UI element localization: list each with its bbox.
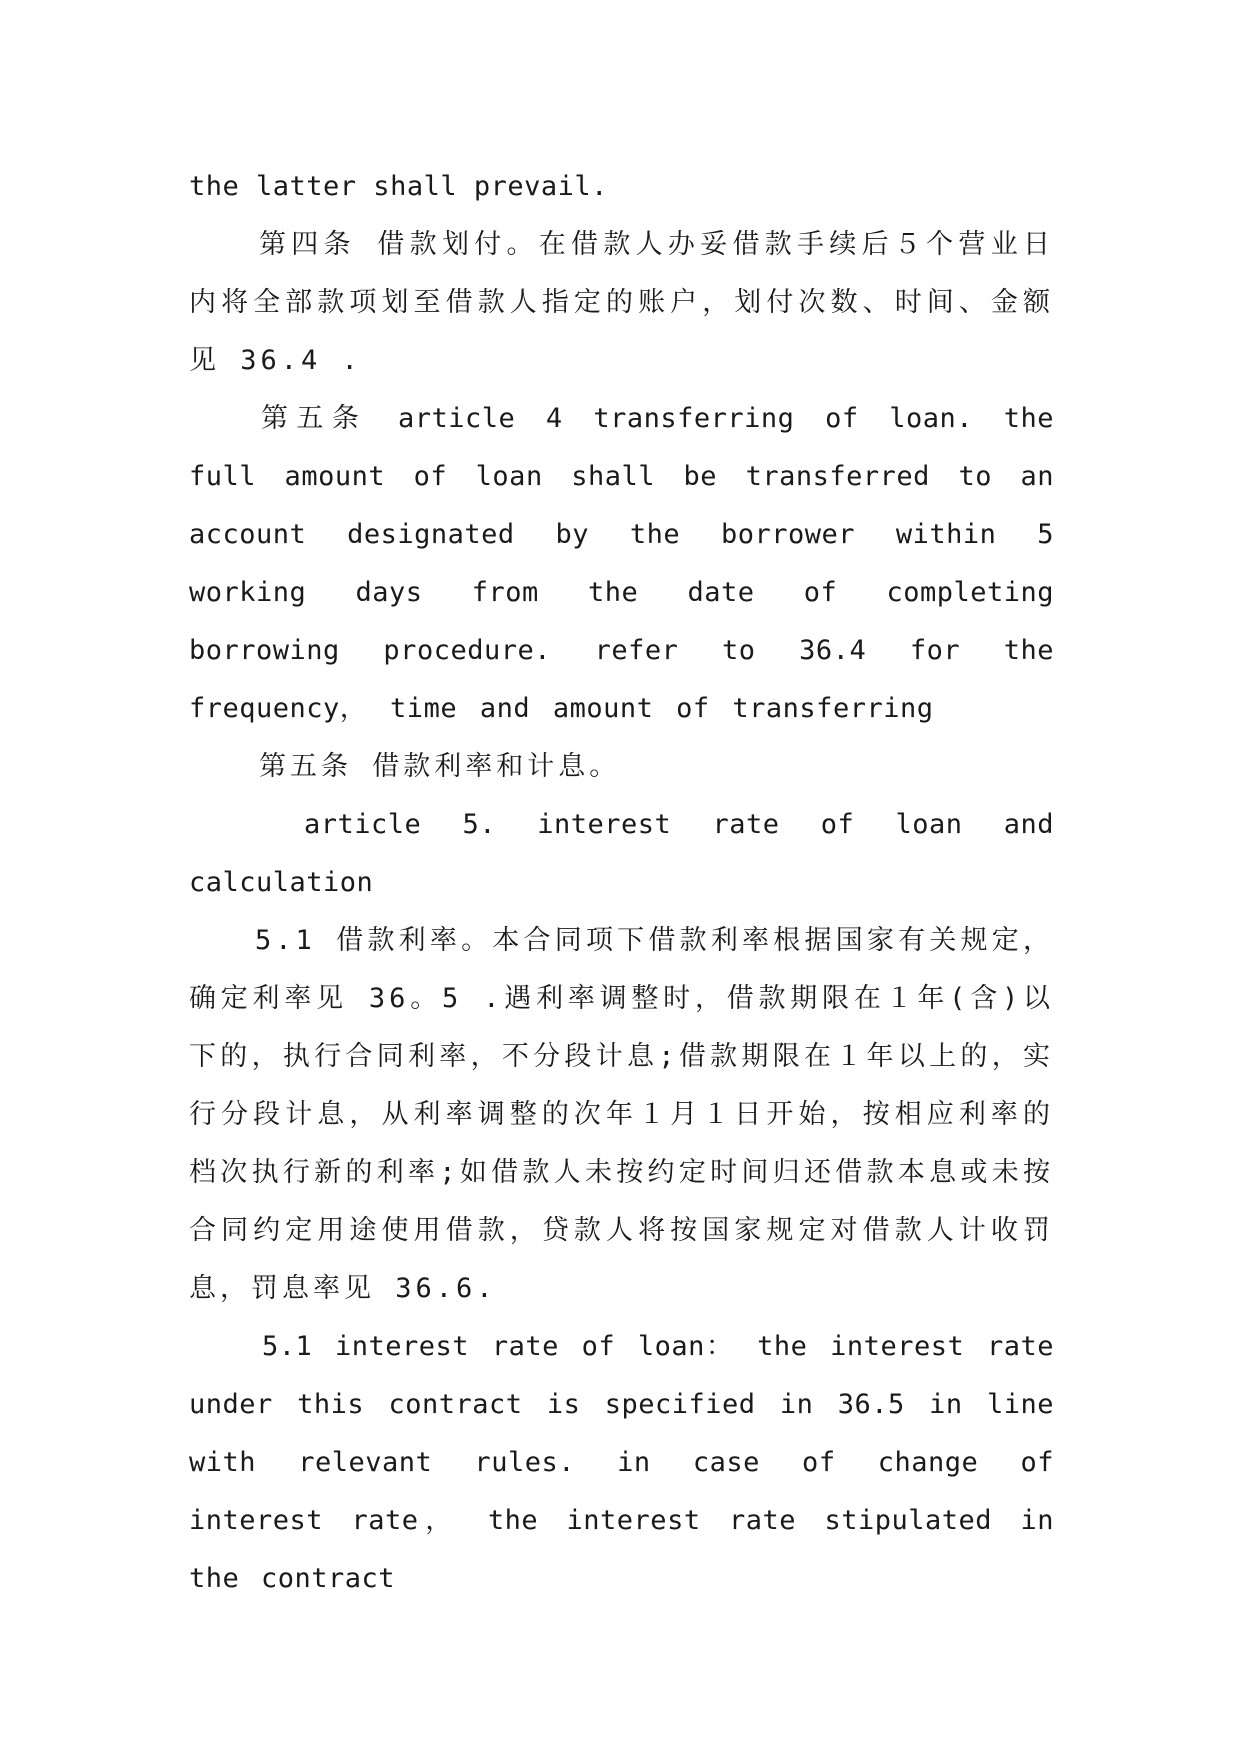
document-page xyxy=(189,158,1054,1608)
paragraph-article-4-en: 第五条 article 4 transferring of loan. the full amount of loan shall be transferred to an account designated by the borrower within 5 working days from the date of completing borrowing procedure. refer to 36.4 for the frequency， time and amount of transferring xyxy=(189,403,1054,724)
paragraph-article-5-heading-cn: 第五条 借款利率和计息。 xyxy=(259,751,621,782)
paragraph-article-4-cn: 第四条 借款划付。在借款人办妥借款手续后５个营业日内将全部款项划至借款人指定的账户，划付次数、时间、金额见 36.4 . xyxy=(189,229,1054,376)
paragraph-continuation: the latter shall prevail. xyxy=(189,171,608,202)
paragraph-5-1-en: 5.1 interest rate of loan： the interest rate under this contract is specified in 36.5 in line with relevant rules. in case of change of interest rate， the interest rate stipulated in the contract xyxy=(189,1331,1054,1594)
paragraph-article-5-heading-en: article 5. interest rate of loan and calculation xyxy=(189,809,1054,898)
paragraph-5-1-cn: 5.1 借款利率。本合同项下借款利率根据国家有关规定，确定利率见 36。5 .遇利率调整时，借款期限在１年(含)以下的，执行合同利率，不分段计息;借款期限在１年以上的，实行分段计息，从利率调整的次年１月１日开始，按相应利率的档次执行新的利率;如借款人未按约定时间归还借款本息或未按合同约定用途使用借款，贷款人将按国家规定对借款人计收罚息，罚息率见 36.6. xyxy=(189,925,1054,1304)
